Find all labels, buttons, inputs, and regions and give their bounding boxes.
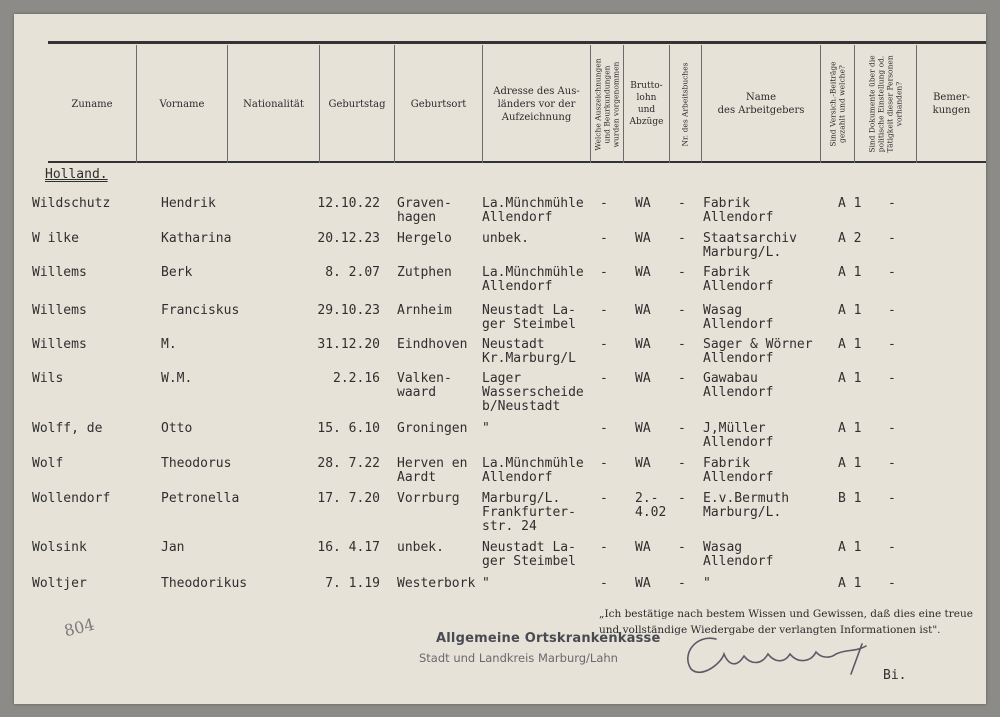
- header-top-rule: [48, 41, 986, 44]
- cell-vorname: Hendrik: [161, 196, 216, 211]
- cell-arbeitgeber: Fabrik Allendorf: [703, 196, 774, 225]
- cell-adresse: unbek.: [482, 231, 529, 246]
- cell-vorname: Berk: [161, 265, 193, 280]
- header-brutto: Brutto- lohn und Abzüge: [629, 81, 664, 127]
- cell-arbeitgeber: Fabrik Allendorf: [703, 265, 774, 294]
- cell-vers-beitraege: A 1: [838, 576, 862, 591]
- confirmation-note: „Ich bestätige nach bestem Wissen und Gewissen, daß dies eine treue und vollständige Wiedergabe der verlangten Informationen ist".: [599, 608, 973, 636]
- cell-brutto: WA: [635, 576, 651, 591]
- cell-vers-beitraege: A 2: [838, 231, 862, 246]
- cell-geburtsort: Vorrburg: [397, 491, 460, 506]
- cell-brutto: WA: [635, 540, 651, 555]
- cell-geburtstag: 28. 7.22: [317, 456, 380, 471]
- cell-brutto: WA: [635, 265, 651, 280]
- header-bottom-rule: [48, 161, 986, 163]
- cell-nr-arbeitsbuches: -: [678, 576, 686, 591]
- cell-auszeichnungen: -: [600, 265, 608, 280]
- cell-geburtstag: 16. 4.17: [317, 540, 380, 555]
- cell-nr-arbeitsbuches: -: [678, 196, 686, 211]
- cell-arbeitgeber: J,Müller Allendorf: [703, 421, 774, 450]
- header-vorname: Vorname: [159, 98, 205, 110]
- cell-geburtsort: Graven- hagen: [397, 196, 452, 225]
- cell-arbeitgeber: Fabrik Allendorf: [703, 456, 774, 485]
- cell-geburtsort: Westerbork: [397, 576, 476, 591]
- header-auszeichnungen: [591, 48, 623, 160]
- cell-auszeichnungen: -: [600, 491, 608, 506]
- cell-vorname: Otto: [161, 421, 193, 436]
- header-nr-arbeitsbuches-text: Nr. des Arbeitsbuches: [681, 61, 690, 147]
- cell-geburtstag: 12.10.22: [317, 196, 380, 211]
- cell-vorname: W.M.: [161, 371, 193, 386]
- cell-vers-beitraege: A 1: [838, 421, 862, 436]
- cell-dokumente: -: [888, 576, 896, 591]
- cell-adresse: Marburg/L. Frankfurter- str. 24: [482, 491, 576, 534]
- cell-adresse: Neustadt Kr.Marburg/L: [482, 337, 576, 366]
- cell-vers-beitraege: A 1: [838, 337, 862, 352]
- cell-zuname: Willems: [32, 303, 87, 318]
- cell-nr-arbeitsbuches: -: [678, 303, 686, 318]
- cell-nr-arbeitsbuches: -: [678, 371, 686, 386]
- cell-dokumente: -: [888, 265, 896, 280]
- cell-zuname: Willems: [32, 337, 87, 352]
- cell-arbeitgeber: E.v.Bermuth Marburg/L.: [703, 491, 790, 520]
- cell-arbeitgeber: Sager & Wörner Allendorf: [703, 337, 813, 366]
- cell-vers-beitraege: A 1: [838, 540, 862, 555]
- table-row: [14, 266, 986, 306]
- cell-zuname: Wolsink: [32, 540, 87, 555]
- cell-brutto: WA: [635, 231, 651, 246]
- cell-vers-beitraege: A 1: [838, 456, 862, 471]
- header-arbeitgeber: Name des Arbeitgebers: [717, 92, 805, 116]
- cell-geburtsort: Eindhoven: [397, 337, 468, 352]
- cell-zuname: Wolff, de: [32, 421, 103, 436]
- cell-adresse: Neustadt La- ger Steimbel: [482, 540, 576, 569]
- cell-vorname: Franciskus: [161, 303, 240, 318]
- cell-auszeichnungen: -: [600, 337, 608, 352]
- cell-brutto: WA: [635, 421, 651, 436]
- cell-geburtstag: 7. 1.19: [325, 576, 380, 591]
- cell-brutto: WA: [635, 196, 651, 211]
- initials: Bi.: [883, 668, 907, 683]
- cell-brutto: WA: [635, 371, 651, 386]
- cell-nr-arbeitsbuches: -: [678, 491, 686, 506]
- cell-geburtstag: 20.12.23: [317, 231, 380, 246]
- cell-adresse: Lager Wasserscheide b/Neustadt: [482, 371, 584, 414]
- cell-adresse: La.Münchmühle Allendorf: [482, 196, 584, 225]
- header-dokumente-text: Sind Dokumente über die politische Einstellung od. Tätigkeit dieser Personen vorhanden?: [867, 55, 904, 153]
- cell-vorname: M.: [161, 337, 177, 352]
- cell-auszeichnungen: -: [600, 421, 608, 436]
- header-dokumente: [855, 48, 916, 160]
- cell-dokumente: -: [888, 491, 896, 506]
- cell-adresse: Neustadt La- ger Steimbel: [482, 303, 576, 332]
- cell-zuname: Willems: [32, 265, 87, 280]
- cell-vorname: Theodorikus: [161, 576, 248, 591]
- cell-brutto: 2.- 4.02: [635, 491, 667, 520]
- cell-geburtsort: Hergelo: [397, 231, 452, 246]
- cell-geburtsort: Valken- waard: [397, 371, 452, 400]
- cell-vers-beitraege: A 1: [838, 196, 862, 211]
- pencil-number: 804: [62, 614, 97, 641]
- cell-geburtsort: unbek.: [397, 540, 444, 555]
- cell-dokumente: -: [888, 421, 896, 436]
- cell-geburtsort: Herven en Aardt: [397, 456, 468, 485]
- cell-vers-beitraege: B 1: [838, 491, 862, 506]
- cell-auszeichnungen: -: [600, 456, 608, 471]
- cell-arbeitgeber: ": [703, 576, 711, 591]
- cell-geburtstag: 2.2.16: [333, 371, 380, 386]
- cell-auszeichnungen: -: [600, 540, 608, 555]
- cell-vers-beitraege: A 1: [838, 303, 862, 318]
- cell-zuname: W ilke: [32, 231, 79, 246]
- cell-zuname: Wildschutz: [32, 196, 111, 211]
- cell-nr-arbeitsbuches: -: [678, 456, 686, 471]
- cell-vorname: Petronella: [161, 491, 240, 506]
- header-auszeichnungen-text: Welche Auszeichnungen und Beurkundungen wurden vorgenommen: [593, 57, 621, 151]
- cell-nr-arbeitsbuches: -: [678, 421, 686, 436]
- cell-arbeitgeber: Wasag Allendorf: [703, 540, 774, 569]
- cell-nr-arbeitsbuches: -: [678, 540, 686, 555]
- cell-geburtstag: 8. 2.07: [325, 265, 380, 280]
- cell-brutto: WA: [635, 303, 651, 318]
- cell-geburtsort: Zutphen: [397, 265, 452, 280]
- cell-vorname: Katharina: [161, 231, 232, 246]
- cell-vers-beitraege: A 1: [838, 265, 862, 280]
- cell-vers-beitraege: A 1: [838, 371, 862, 386]
- cell-geburtstag: 15. 6.10: [317, 421, 380, 436]
- cell-arbeitgeber: Gawabau Allendorf: [703, 371, 774, 400]
- cell-nr-arbeitsbuches: -: [678, 337, 686, 352]
- cell-auszeichnungen: -: [600, 231, 608, 246]
- stamp-line-2: Stadt und Landkreis Marburg/Lahn: [419, 651, 618, 665]
- cell-geburtstag: 17. 7.20: [317, 491, 380, 506]
- header-nr-arbeitsbuches: [670, 48, 701, 160]
- cell-dokumente: -: [888, 337, 896, 352]
- cell-dokumente: -: [888, 371, 896, 386]
- section-label: Holland.: [45, 167, 108, 182]
- header-zuname: Zuname: [71, 98, 113, 110]
- cell-adresse: ": [482, 421, 490, 436]
- cell-auszeichnungen: -: [600, 576, 608, 591]
- cell-dokumente: -: [888, 456, 896, 471]
- table-row: [14, 541, 986, 581]
- handwritten-signature: [666, 624, 896, 684]
- cell-adresse: La.Münchmühle Allendorf: [482, 265, 584, 294]
- stamp-line-1: Allgemeine Ortskrankenkasse: [436, 631, 661, 646]
- document-card: [14, 14, 986, 704]
- cell-adresse: La.Münchmühle Allendorf: [482, 456, 584, 485]
- cell-geburtsort: Groningen: [397, 421, 468, 436]
- cell-zuname: Wolf: [32, 456, 64, 471]
- cell-dokumente: -: [888, 231, 896, 246]
- cell-auszeichnungen: -: [600, 371, 608, 386]
- table-row: [14, 372, 986, 412]
- header-geburtsort: Geburtsort: [410, 98, 467, 110]
- cell-arbeitgeber: Staatsarchiv Marburg/L.: [703, 231, 797, 260]
- cell-auszeichnungen: -: [600, 303, 608, 318]
- header-geburtstag: Geburtstag: [328, 98, 386, 110]
- cell-dokumente: -: [888, 303, 896, 318]
- header-bemerkungen: Bemer- kungen: [932, 92, 971, 116]
- cell-brutto: WA: [635, 337, 651, 352]
- cell-zuname: Woltjer: [32, 576, 87, 591]
- cell-geburtstag: 31.12.20: [317, 337, 380, 352]
- cell-arbeitgeber: Wasag Allendorf: [703, 303, 774, 332]
- cell-zuname: Wollendorf: [32, 491, 111, 506]
- cell-nr-arbeitsbuches: -: [678, 231, 686, 246]
- cell-geburtstag: 29.10.23: [317, 303, 380, 318]
- cell-auszeichnungen: -: [600, 196, 608, 211]
- table-row: [14, 492, 986, 532]
- cell-nr-arbeitsbuches: -: [678, 265, 686, 280]
- cell-dokumente: -: [888, 540, 896, 555]
- header-vers-beitraege: [821, 48, 854, 160]
- cell-zuname: Wils: [32, 371, 64, 386]
- cell-vorname: Jan: [161, 540, 185, 555]
- cell-vorname: Theodorus: [161, 456, 232, 471]
- header-vers-beitraege-text: Sind Versich.-Beiträge gezahlt und welche?: [828, 61, 847, 147]
- cell-brutto: WA: [635, 456, 651, 471]
- cell-dokumente: -: [888, 196, 896, 211]
- cell-geburtsort: Arnheim: [397, 303, 452, 318]
- header-adresse: Adresse des Aus- länders vor der Aufzeichnung: [493, 85, 580, 123]
- header-nationalitaet: Nationalität: [243, 98, 304, 110]
- cell-adresse: ": [482, 576, 490, 591]
